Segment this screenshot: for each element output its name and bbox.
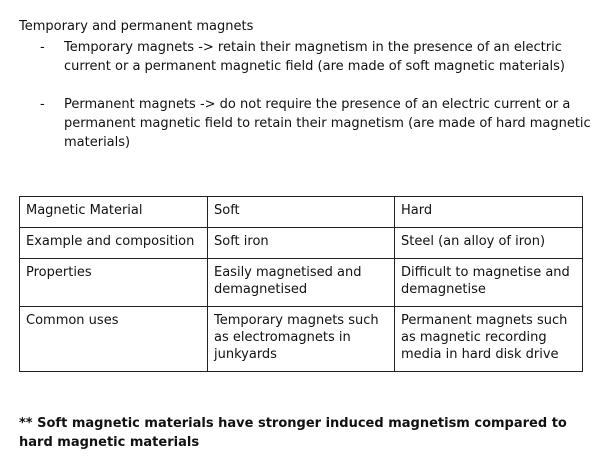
list-item-temporary-magnets — [40, 38, 600, 76]
table-row-uses — [20, 307, 583, 372]
table-row-properties — [20, 259, 583, 307]
bullet-text: Temporary magnets -> retain their magnetism in the presence of an electric current or a permanent magnetic field (are made of soft magnetic materials) — [64, 40, 565, 74]
table-cell: Steel (an alloy of iron) — [395, 228, 583, 259]
table-cell: Temporary magnets such as electromagnets in junkyards — [208, 307, 395, 372]
table-cell: Common uses — [20, 307, 208, 372]
table-cell: Difficult to magnetise and demagnetise — [395, 259, 583, 307]
table-cell: Easily magnetised and demagnetised — [208, 259, 395, 307]
table-row-example — [20, 228, 583, 259]
bullet-dash: - — [40, 97, 45, 112]
magnet-types-list — [40, 38, 600, 152]
magnetic-materials-table — [19, 196, 583, 372]
bullet-text: Permanent magnets -> do not require the presence of an electric current or a permanent magnetic field to retain their magnetism (are made of hard magnetic materials) — [64, 97, 591, 150]
table-cell: Magnetic Material — [20, 197, 208, 228]
bullet-dash: - — [40, 40, 45, 55]
table-cell: Soft iron — [208, 228, 395, 259]
document-title: Temporary and permanent magnets — [19, 19, 254, 34]
list-item-permanent-magnets — [40, 95, 600, 152]
table-cell: Hard — [395, 197, 583, 228]
table-cell: Soft — [208, 197, 395, 228]
table-cell: Example and composition — [20, 228, 208, 259]
table-cell: Properties — [20, 259, 208, 307]
table-row-header — [20, 197, 583, 228]
footnote: ** Soft magnetic materials have stronger induced magnetism compared to hard magnetic materials — [19, 416, 567, 450]
table-cell: Permanent magnets such as magnetic recording media in hard disk drive — [395, 307, 583, 372]
